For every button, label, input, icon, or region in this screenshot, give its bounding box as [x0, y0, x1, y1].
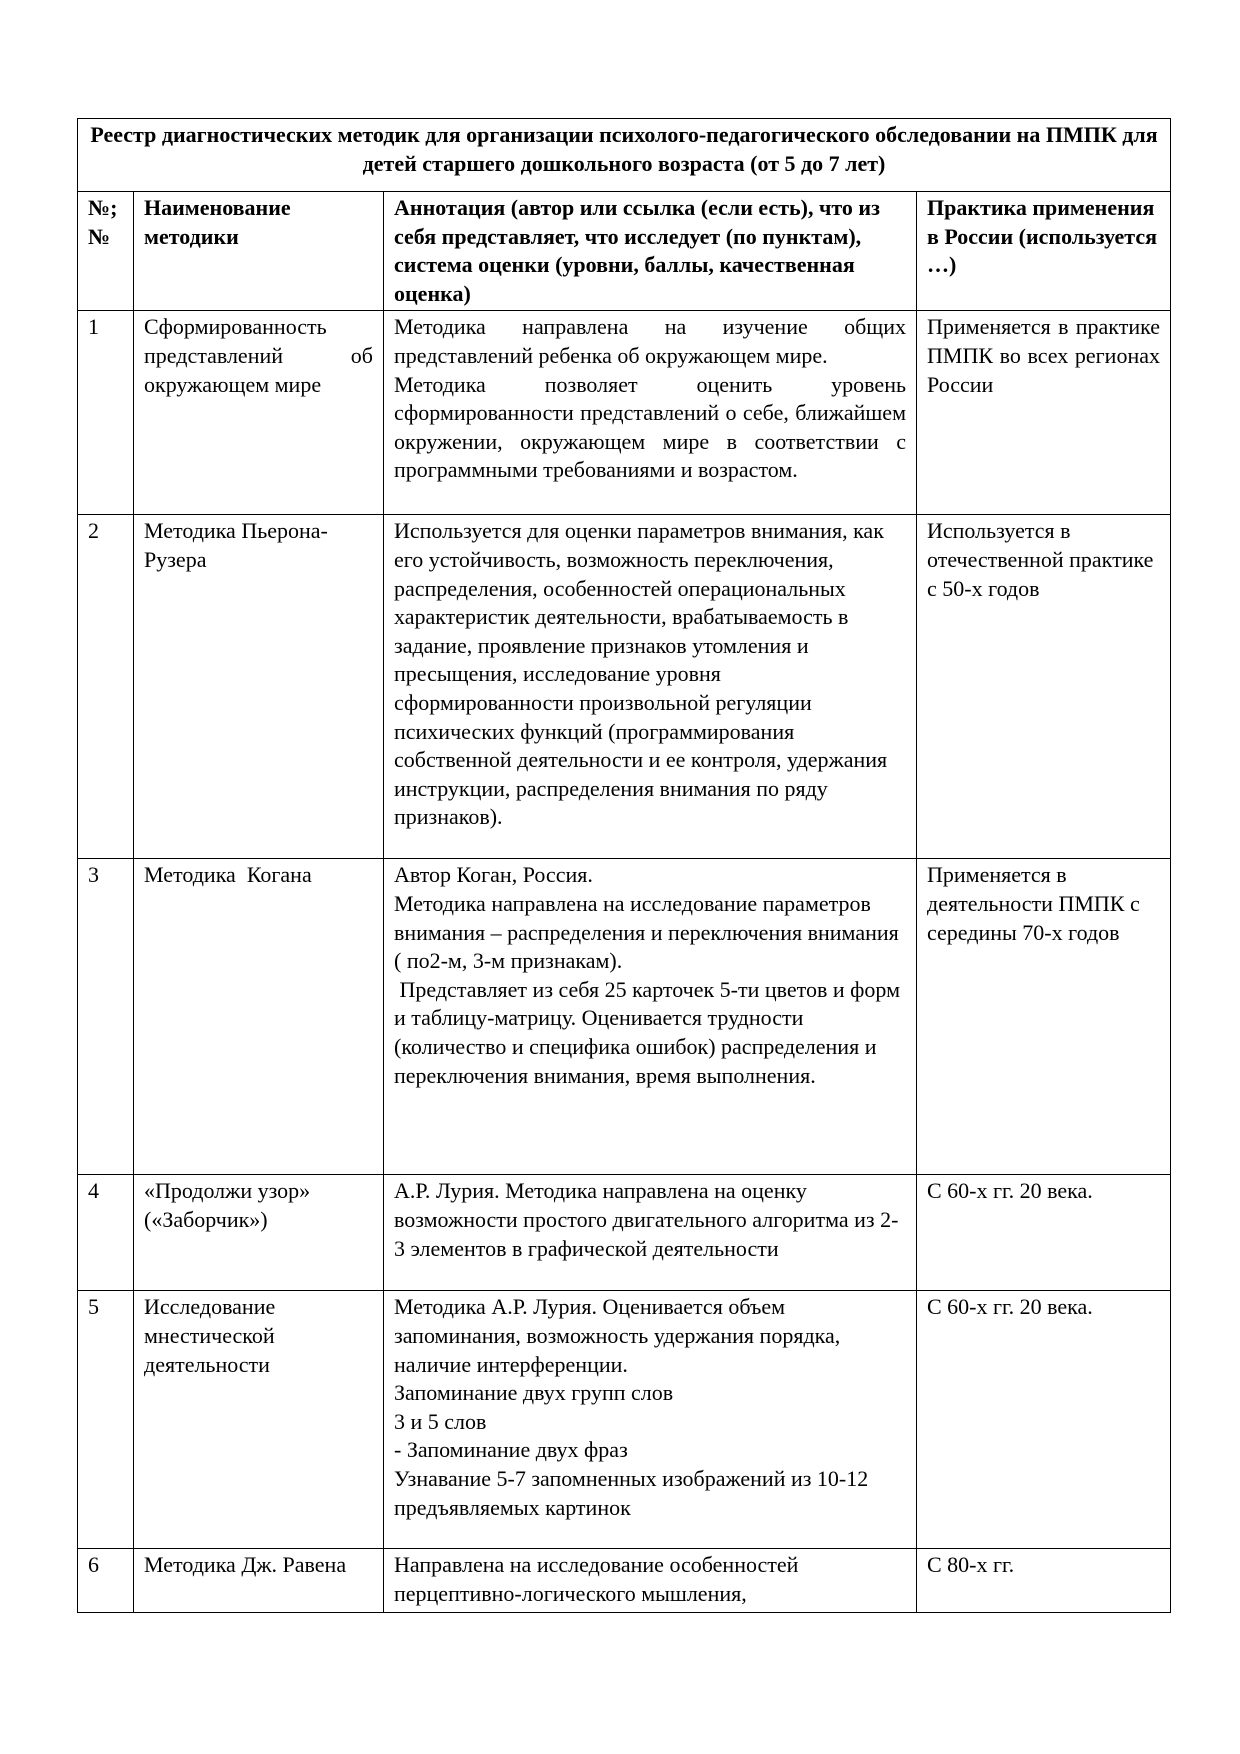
method-name: «Продолжи узор» («Заборчик»)	[134, 1175, 384, 1291]
method-practice: Используется в отечественной практике с 50-х годов	[917, 515, 1171, 859]
method-annotation	[384, 1549, 917, 1613]
table-row	[78, 859, 1171, 1175]
table-row	[78, 515, 1171, 859]
method-annotation	[384, 859, 917, 1175]
method-name: Методика Когана	[134, 859, 384, 1175]
table-row	[78, 1549, 1171, 1613]
header-num: №; №	[78, 192, 134, 311]
row-number: 6	[78, 1549, 134, 1613]
annotation-paragraph: Методика направлена на исследование параметров внимания – распределения и переключения внимания ( по2-м, 3-м признакам).	[394, 890, 899, 974]
row-number: 1	[78, 311, 134, 515]
method-annotation	[384, 1175, 917, 1291]
method-name: Методика Дж. Равена	[134, 1549, 384, 1613]
annotation-paragraph: Методика направлена на изучение общих представлений ребенка об окружающем мире.	[394, 314, 906, 368]
annotation-paragraph: Автор Коган, Россия.	[394, 862, 593, 888]
row-number: 2	[78, 515, 134, 859]
annotation-paragraph: Запоминание двух групп слов	[394, 1380, 674, 1406]
method-annotation	[384, 1291, 917, 1549]
method-annotation	[384, 311, 917, 515]
method-annotation	[384, 515, 917, 859]
table-title: Реестр диагностических методик для организации психолого-педагогического обследовании на ПМПК для детей старшего дошкольного возраста (от 5 до 7 лет)	[78, 119, 1171, 192]
header-annotation: Аннотация (автор или ссылка (если есть), что из себя представляет, что исследует (по пунктам), система оценки (уровни, баллы, качественная оценка)	[384, 192, 917, 311]
header-row	[78, 192, 1171, 311]
methods-registry-table	[77, 118, 1171, 1613]
method-practice: С 60-х гг. 20 века.	[917, 1291, 1171, 1549]
table-row	[78, 1175, 1171, 1291]
method-name: Методика Пьерона-Рузера	[134, 515, 384, 859]
annotation-paragraph: Узнавание 5-7 запомненных изображений из 10-12 предъявляемых картинок	[394, 1465, 869, 1520]
annotation-paragraph: 3 и 5 слов	[394, 1408, 487, 1434]
row-number: 4	[78, 1175, 134, 1291]
annotation-paragraph: - Запоминание двух фраз	[394, 1437, 628, 1463]
method-practice: Применяется в деятельности ПМПК с середины 70-х годов	[917, 859, 1171, 1175]
method-name: Исследование мнестической деятельности	[134, 1291, 384, 1549]
annotation-paragraph: Методика А.Р. Лурия. Оценивается объем запоминания, возможность удержания порядка, наличие интерференции.	[394, 1294, 841, 1377]
title-row	[78, 119, 1171, 192]
annotation-paragraph: Методика позволяет оценить уровень сформированности представлений о себе, ближайшем окружении, окружающем мире в соответствии с программными требованиями и возрастом.	[394, 371, 906, 483]
header-practice: Практика применения в России (используется …)	[917, 192, 1171, 311]
annotation-paragraph: Используется для оценки параметров внимания, как его устойчивость, возможность переключения, распределения, особенностей операциональных характеристик деятельности, врабатываемость в задание, проявление признаков утомления и пресыщения, исследование уровня сформированности произвольной регуляции психических функций (программирования собственной деятельности и ее контроля, удержания инструкции, распределения внимания по ряду признаков).	[394, 518, 888, 830]
method-practice: Применяется в практике ПМПК во всех регионах России	[917, 311, 1171, 515]
row-number: 5	[78, 1291, 134, 1549]
header-name: Наименование методики	[134, 192, 384, 311]
method-practice: С 60-х гг. 20 века.	[917, 1175, 1171, 1291]
table-row	[78, 311, 1171, 515]
annotation-paragraph: Представляет из себя 25 карточек 5-ти цветов и форм и таблицу-матрицу. Оценивается трудности (количество и специфика ошибок) распределения и переключения внимания, время выполнения.	[394, 976, 906, 1088]
row-number: 3	[78, 859, 134, 1175]
method-name: Сформированность представлений об окружающем мире	[134, 311, 384, 515]
annotation-paragraph: А.Р. Лурия. Методика направлена на оценку возможности простого двигательного алгоритма из 2-3 элементов в графической деятельности	[394, 1178, 899, 1261]
annotation-paragraph: Направлена на исследование особенностей перцептивно-логического мышления,	[394, 1552, 799, 1606]
table-row	[78, 1291, 1171, 1549]
method-practice: С 80-х гг.	[917, 1549, 1171, 1613]
